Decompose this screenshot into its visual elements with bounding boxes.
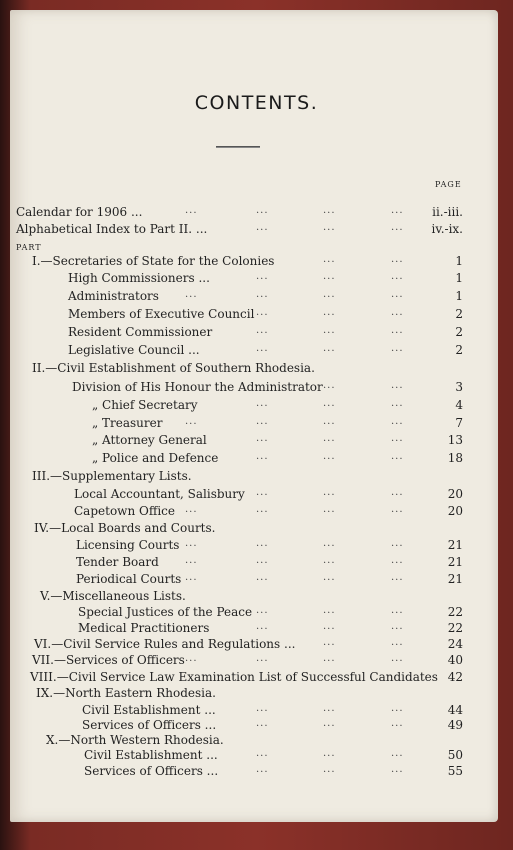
leader-dots: ... [391, 538, 404, 549]
leader-dots: ... [391, 605, 404, 616]
leader-dots: ... [185, 289, 198, 300]
leader-dots: ... [256, 653, 269, 664]
leader-dots: ... [391, 504, 404, 515]
contents-entry [0, 271, 513, 287]
contents-entry [0, 222, 513, 238]
leader-dots: ... [391, 325, 404, 336]
leader-dots: ... [391, 764, 404, 775]
leader-dots: ... [391, 621, 404, 632]
leader-dots: ... [256, 487, 269, 498]
leader-dots: ... [323, 325, 336, 336]
leader-dots: ... [185, 555, 198, 566]
contents-entry [0, 653, 513, 669]
leader-dots: ... [391, 637, 404, 648]
leader-dots: ... [323, 718, 336, 729]
entry-page-number: 50 [447, 748, 463, 762]
entry-page-number: 21 [447, 538, 463, 552]
entry-page-number: 13 [447, 433, 463, 447]
contents-entry [0, 398, 513, 414]
leader-dots: ... [256, 416, 269, 427]
contents-entry [0, 538, 513, 554]
contents-entry [0, 380, 513, 396]
leader-dots: ... [323, 764, 336, 775]
contents-entry [0, 621, 513, 637]
contents-entry [0, 433, 513, 449]
entry-page-number: 24 [447, 637, 463, 651]
entry-title: Members of Executive Council [68, 307, 255, 321]
entry-page-number: 20 [447, 504, 463, 518]
entry-page-number: 7 [455, 416, 463, 430]
leader-dots: ... [256, 433, 269, 444]
leader-dots: ... [185, 653, 198, 664]
entry-page-number: 4 [455, 398, 463, 412]
leader-dots: ... [185, 205, 198, 216]
leader-dots: ... [256, 748, 269, 759]
leader-dots: ... [323, 416, 336, 427]
entry-title: VIII.—Civil Service Law Examination List of Successful Candidates [30, 670, 438, 684]
entry-page-number: 40 [447, 653, 463, 667]
entry-title: III.—Supplementary Lists. [32, 469, 192, 483]
contents-entry [0, 703, 513, 719]
leader-dots: ... [256, 398, 269, 409]
contents-entry [0, 504, 513, 520]
entry-title: Resident Commissioner [68, 325, 213, 339]
entry-page-number: ii.-iii. [432, 205, 463, 219]
entry-title: Special Justices of the Peace [78, 605, 253, 619]
entry-title: Local Accountant, Salisbury [74, 487, 245, 501]
entry-title: Civil Establishment ... [84, 748, 218, 762]
entry-page-number: 1 [455, 289, 463, 303]
leader-dots: ... [323, 555, 336, 566]
leader-dots: ... [391, 271, 404, 282]
entry-title: VI.—Civil Service Rules and Regulations ... [34, 637, 296, 651]
leader-dots: ... [323, 487, 336, 498]
leader-dots: ... [323, 380, 336, 391]
contents-entry [0, 637, 513, 653]
leader-dots: ... [323, 254, 336, 265]
entry-title: „ Attorney General [92, 433, 207, 447]
entry-title: Periodical Courts [76, 572, 182, 586]
leader-dots: ... [185, 416, 198, 427]
entry-page-number: 1 [455, 254, 463, 268]
leader-dots: ... [391, 398, 404, 409]
entry-page-number: 49 [447, 718, 463, 732]
leader-dots: ... [185, 504, 198, 515]
leader-dots: ... [256, 718, 269, 729]
entry-title: High Commissioners ... [68, 271, 210, 285]
leader-dots: ... [323, 703, 336, 714]
entry-title: „ Police and Defence [92, 451, 219, 465]
entry-page-number: 3 [455, 380, 463, 394]
leader-dots: ... [323, 433, 336, 444]
contents-entry [0, 686, 513, 702]
leader-dots: ... [323, 538, 336, 549]
entry-page-number: 1 [455, 271, 463, 285]
leader-dots: ... [323, 637, 336, 648]
leader-dots: ... [391, 289, 404, 300]
entry-title: Civil Establishment ... [82, 703, 216, 717]
entry-page-number: 21 [447, 572, 463, 586]
entry-page-number: 2 [455, 343, 463, 357]
entry-title: Legislative Council ... [68, 343, 200, 357]
contents-entry [0, 605, 513, 621]
leader-dots: ... [391, 718, 404, 729]
contents-entry [0, 343, 513, 359]
contents-entry [0, 670, 513, 686]
leader-dots: ... [256, 307, 269, 318]
contents-entry [0, 487, 513, 503]
leader-dots: ... [323, 398, 336, 409]
leader-dots: ... [391, 205, 404, 216]
leader-dots: ... [323, 748, 336, 759]
leader-dots: ... [256, 764, 269, 775]
entry-page-number: iv.-ix. [431, 222, 463, 236]
entry-title: Calendar for 1906 ... [16, 205, 143, 219]
page-column-header: PAGE [435, 180, 462, 189]
entry-title: IX.—North Eastern Rhodesia. [36, 686, 216, 700]
leader-dots: ... [391, 572, 404, 583]
leader-dots: ... [256, 325, 269, 336]
leader-dots: ... [323, 621, 336, 632]
leader-dots: ... [256, 289, 269, 300]
leader-dots: ... [391, 653, 404, 664]
leader-dots: ... [391, 433, 404, 444]
leader-dots: ... [391, 380, 404, 391]
leader-dots: ... [323, 307, 336, 318]
contents-entry [0, 733, 513, 749]
contents-entry [0, 555, 513, 571]
leader-dots: ... [391, 487, 404, 498]
leader-dots: ... [256, 703, 269, 714]
leader-dots: ... [256, 451, 269, 462]
leader-dots: ... [323, 289, 336, 300]
entry-title: „ Treasurer [92, 416, 163, 430]
leader-dots: ... [391, 222, 404, 233]
entry-title: Services of Officers ... [84, 764, 219, 778]
leader-dots: ... [323, 572, 336, 583]
part-column-header: PART [16, 243, 42, 252]
contents-entry [0, 451, 513, 467]
leader-dots: ... [391, 748, 404, 759]
leader-dots: ... [323, 271, 336, 282]
page-title: CONTENTS. [194, 92, 319, 114]
leader-dots: ... [256, 205, 269, 216]
entry-title: VII.—Services of Officers [32, 653, 185, 667]
leader-dots: ... [256, 605, 269, 616]
leader-dots: ... [323, 605, 336, 616]
leader-dots: ... [391, 555, 404, 566]
leader-dots: ... [323, 451, 336, 462]
entry-page-number: 21 [447, 555, 463, 569]
entry-title: Alphabetical Index to Part II. ... [16, 222, 208, 236]
entry-title: Medical Practitioners [78, 621, 210, 635]
entry-page-number: 22 [447, 621, 463, 635]
leader-dots: ... [391, 343, 404, 354]
entry-title: V.—Miscellaneous Lists. [40, 589, 186, 603]
leader-dots: ... [256, 343, 269, 354]
entry-title: Tender Board [76, 555, 159, 569]
entry-page-number: 18 [447, 451, 463, 465]
contents-entry [0, 205, 513, 221]
entry-title: Division of His Honour the Administrator [72, 380, 323, 394]
leader-dots: ... [323, 504, 336, 515]
entry-title: „ Chief Secretary [92, 398, 198, 412]
leader-dots: ... [391, 254, 404, 265]
leader-dots: ... [323, 343, 336, 354]
leader-dots: ... [256, 555, 269, 566]
entry-title: II.—Civil Establishment of Southern Rhodesia. [32, 361, 315, 375]
title-divider [216, 146, 260, 148]
entry-title: IV.—Local Boards and Courts. [34, 521, 216, 535]
leader-dots: ... [391, 451, 404, 462]
contents-entry [0, 289, 513, 305]
entry-title: Administrators [68, 289, 159, 303]
leader-dots: ... [256, 572, 269, 583]
entry-page-number: 2 [455, 307, 463, 321]
leader-dots: ... [185, 538, 198, 549]
contents-entry [0, 521, 513, 537]
entry-page-number: 2 [455, 325, 463, 339]
leader-dots: ... [256, 538, 269, 549]
leader-dots: ... [391, 307, 404, 318]
contents-entry [0, 589, 513, 605]
contents-entry [0, 718, 513, 734]
contents-entry [0, 416, 513, 432]
contents-entry [0, 254, 513, 270]
entry-page-number: 22 [447, 605, 463, 619]
contents-entry [0, 469, 513, 485]
leader-dots: ... [256, 621, 269, 632]
leader-dots: ... [256, 222, 269, 233]
entry-title: Services of Officers ... [82, 718, 217, 732]
leader-dots: ... [256, 271, 269, 282]
leader-dots: ... [323, 653, 336, 664]
leader-dots: ... [256, 504, 269, 515]
contents-entry [0, 764, 513, 780]
entry-page-number: 42 [447, 670, 463, 684]
entry-page-number: 44 [447, 703, 463, 717]
contents-entry [0, 572, 513, 588]
contents-entry [0, 307, 513, 323]
entry-title: Licensing Courts [76, 538, 180, 552]
leader-dots: ... [323, 222, 336, 233]
entry-page-number: 20 [447, 487, 463, 501]
leader-dots: ... [391, 416, 404, 427]
contents-entry [0, 748, 513, 764]
entry-title: X.—North Western Rhodesia. [46, 733, 224, 747]
leader-dots: ... [185, 572, 198, 583]
entry-title: I.—Secretaries of State for the Colonies [32, 254, 275, 268]
entry-title: Capetown Office [74, 504, 176, 518]
leader-dots: ... [323, 205, 336, 216]
entry-page-number: 55 [447, 764, 463, 778]
contents-entry [0, 361, 513, 377]
leader-dots: ... [391, 703, 404, 714]
contents-entry [0, 325, 513, 341]
